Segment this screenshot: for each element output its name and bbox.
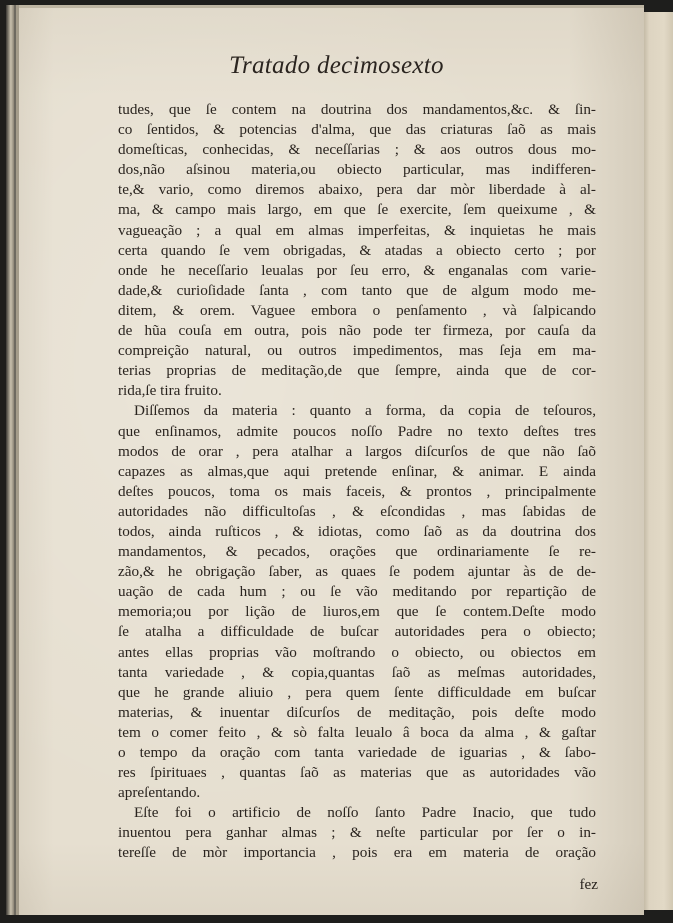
text-line: te,& vario, como diremos abaixo, pera dar mòr liberdade à al- <box>118 181 596 199</box>
text-line: dos,não aſsinou materia,ou obiecto particular, mas indifferen- <box>118 161 596 179</box>
text-line: domeſticas, conhecidas, & neceſſarias ; & aos outros dous mo- <box>118 141 596 159</box>
text-line: ditem, & orem. Vaguee embora o penſamento , và ſalpicando <box>118 301 596 319</box>
facing-page-edge <box>640 12 673 910</box>
text-line: ma, & campo mais largo, em que ſe exercite, ſem queixume , & <box>118 201 596 219</box>
text-line: onde he neceſſario leualas por ſeu erro, & enganalas com varie- <box>118 261 596 279</box>
text-line: modos de orar , pera atalhar a largos diſcurſos de que não ſaõ <box>118 442 596 460</box>
text-line: zão,& he obrigação ſaber, as quaes ſe podem ajuntar às de de- <box>118 563 596 581</box>
text-line: capazes as almas,que aqui pretende enſinar, & animar. E ainda <box>118 462 596 480</box>
text-line: certa quando ſe vem obrigadas, & atadas a obiecto certo ; por <box>118 241 596 259</box>
text-line: terias proprias de meditação,de que ſempre, ainda que de cor- <box>118 362 596 380</box>
text-line: de hũa couſa em outra, pois não pode ter firmeza, por cauſa da <box>118 322 596 340</box>
text-line: deſtes poucos, toma os mais faceis, & prontos , principalmente <box>118 482 596 500</box>
text-line: tereſſe de mòr importancia , pois era em materia de oração <box>118 844 596 862</box>
running-head: Tratado decimosexto <box>229 52 444 79</box>
text-line: tem o comer feito , & sò falta leualo â boca da alma , & gaſtar <box>118 723 596 741</box>
text-line: dade,& curioſidade ſanta , com tanto que de algum modo me- <box>118 281 596 299</box>
text-line: uação de cada hum ; ou ſe vão meditando por repartição de <box>118 583 596 601</box>
text-line: vagueação ; a qual em almas imperfeitas, & inquietas he mais <box>118 221 596 239</box>
text-line: co ſentidos, & potencias d'alma, que das criaturas ſaõ as mais <box>118 121 596 139</box>
text-line: rida,ſe tira fruito. <box>118 382 222 400</box>
text-line: mandamentos, & pecados, orações que ordinariamente ſe re- <box>118 543 596 561</box>
text-line: ſe atalha a difficuldade de buſcar autoridades pera o obiecto; <box>118 623 596 641</box>
paragraph-start-line: Eſte foi o artificio de noſſo ſanto Padre Inacio, que tudo <box>134 804 596 822</box>
text-line: res ſpirituaes , quantas ſaõ as materias que as autoridades vão <box>118 764 596 782</box>
catchword: fez <box>579 876 598 893</box>
text-line: tanta variedade , & copia,quantas ſaõ as meſmas autoridades, <box>118 663 596 681</box>
text-line: todos, ainda ruſticos , & idiotas, como ſaõ as da doutrina dos <box>118 522 596 540</box>
text-line: antes ellas proprias vão moſtrando o obiecto, ou obiectos em <box>118 643 596 661</box>
paragraph-start-line: Diſſemos da materia : quanto a forma, da copia de teſouros, <box>134 402 596 420</box>
text-line: o tempo da oração com tanta variedade de iguarias , & ſabo- <box>118 744 596 761</box>
text-line: materias, & inuentar diſcurſos de meditação, pois deſte modo <box>118 703 596 721</box>
text-line: inuentou pera ganhar almas ; & neſte particular por ſer o in- <box>118 824 596 842</box>
text-line: autoridades não difficultoſas , & eſcondidas , mas ſabidas de <box>118 502 596 520</box>
body-text <box>118 100 596 864</box>
text-line: memoria;ou por lição de liuros,em que ſe contem.Deſte modo <box>118 603 596 621</box>
page-edge-left <box>6 5 14 915</box>
text-line: compreição natural, ou outros impedimentos, mas ſeja em ma- <box>118 342 596 360</box>
text-line: apreſentando. <box>118 784 201 802</box>
text-line: que enſinamos, admite poucos noſſo Padre no texto deſtes tres <box>118 422 596 440</box>
text-line: tudes, que ſe contem na doutrina dos mandamentos,&c. & ſin- <box>118 101 596 118</box>
text-line: que he grande aliuio , pera quem ſente difficuldade em buſcar <box>118 683 596 701</box>
